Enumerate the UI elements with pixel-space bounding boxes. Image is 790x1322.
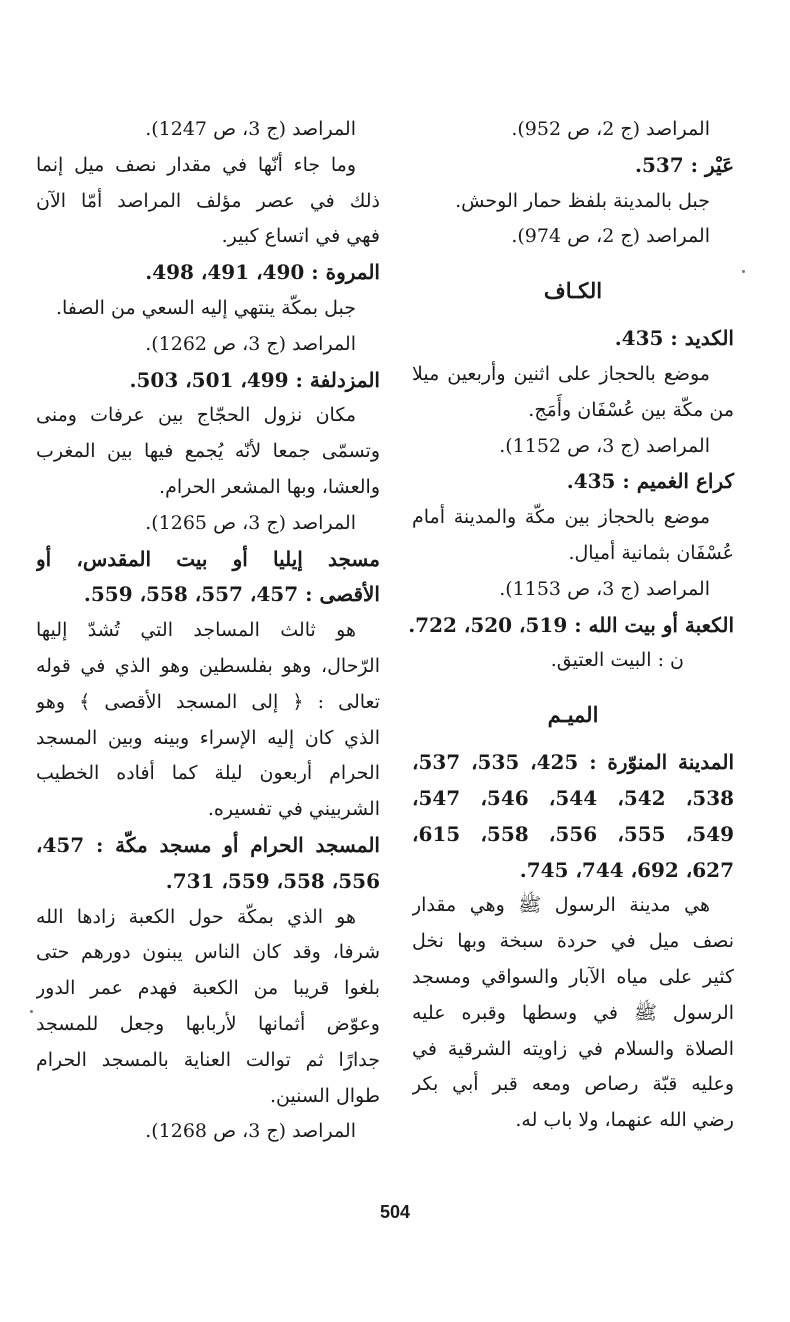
page-number: 504 xyxy=(379,1202,411,1222)
right-column xyxy=(408,112,734,1139)
left-column xyxy=(36,112,380,1150)
entry-note: وما جاء أنّها في مقدار نصف ميل إنما xyxy=(36,153,356,176)
section-title-mim: الميـم xyxy=(547,702,599,728)
entry-description: تعالى : ﴿ إلى المسجد الأقصى ﴾ وهو xyxy=(36,690,380,713)
entry-description: كثير على مياه الآبار والسواقي ومسجد xyxy=(412,965,734,988)
entry-description: مكان نزول الحجّاج بين عرفات ومنى xyxy=(36,404,356,427)
entry-heading: الكعبة أو بيت الله : 519، 520، 722. xyxy=(408,612,734,637)
entry-heading: المدينة المنوّرة : 425، 535، 537، xyxy=(412,750,734,775)
entry-description: والعشا، وبها المشعر الحرام. xyxy=(159,475,380,498)
section-title-kaf: الكـاف xyxy=(543,278,603,304)
entry-heading: الكديد : 435. xyxy=(614,326,734,351)
entry-description: شرفا، وقد كان الناس يبنون دورهم حتى xyxy=(36,941,380,964)
entry-reference: المراصد (ج 3، ص 1152). xyxy=(499,434,710,457)
entry-reference: المراصد (ج 2، ص 952). xyxy=(511,118,710,140)
entry-description: موضع بالحجاز بين مكّة والمدينة أمام xyxy=(412,506,710,529)
entry-heading: المروة : 490، 491، 498. xyxy=(145,260,380,285)
entry-description: رضي الله عنهما، ولا باب له. xyxy=(515,1109,734,1132)
entry-description: من مكّة بين عُسْفَان وأَمَج. xyxy=(528,398,734,421)
entry-description: هي مدينة الرسول ﷺ وهي مقدار xyxy=(412,894,710,917)
entry-reference: المراصد (ج 2، ص 974). xyxy=(511,225,710,248)
entry-reference: المراصد (ج 3، ص 1268). xyxy=(145,1120,356,1143)
entry-note: ذلك في عصر مؤلف المراصد أمّا الآن xyxy=(36,189,380,212)
entry-description: الرسول ﷺ في وسطها وقبره عليه xyxy=(412,1001,734,1024)
entry-description: وتسمّى جمعا لأنّه يُجمع فيها بين المغرب xyxy=(36,440,380,463)
entry-description: وعليه قبّة رصاص ومعه قبر أبي بكر xyxy=(412,1073,734,1096)
entry-description: الذي كان إليه الإسراء وبينه وبين المسجد xyxy=(36,726,380,749)
entry-description: الشربيني في تفسيره. xyxy=(207,798,380,821)
entry-description: عُسْفَان بثمانية أميال. xyxy=(568,541,734,564)
entry-heading-continued: 549، 555، 556، 558، 615، xyxy=(412,821,734,846)
entry-description: بلغوا قريبا من الكعبة فهدم عمر الدور xyxy=(36,977,380,1000)
entry-heading: كراع الغميم : 435. xyxy=(566,469,734,494)
entry-heading-continued: 538، 542، 544، 546، 547، xyxy=(412,785,734,810)
entry-description: الرّحال، وهو بفلسطين وهو الذي في قوله xyxy=(36,654,380,677)
entry-description: هو الذي بمكّة حول الكعبة زادها الله xyxy=(36,905,356,928)
scan-speck xyxy=(742,270,745,273)
entry-heading-continued: الأقصى : 457، 557، 558، 559. xyxy=(83,582,380,607)
entry-description: جدارًا ثم توالت العناية بالمسجد الحرام xyxy=(36,1048,380,1071)
entry-heading: المسجد الحرام أو مسجد مكّة : 457، xyxy=(36,832,380,857)
entry-description: نصف ميل في حردة سبخة وبها نخل xyxy=(412,930,734,953)
entry-note: فهي في اتساع كبير. xyxy=(221,225,380,248)
entry-heading-continued: 627، 692، 744، 745. xyxy=(519,857,734,882)
entry-heading: مسجد إيليا أو بيت المقدس، أو xyxy=(36,546,380,571)
entry-description: موضع بالحجاز على اثنين وأربعين ميلا xyxy=(412,362,710,385)
entry-reference: المراصد (ج 3، ص 1247). xyxy=(145,118,356,140)
entry-reference: المراصد (ج 3، ص 1153). xyxy=(499,577,710,600)
scan-speck xyxy=(30,1010,33,1013)
entry-description: جبل بالمدينة بلفظ حمار الوحش. xyxy=(455,189,710,212)
entry-reference: المراصد (ج 3، ص 1265). xyxy=(145,511,356,534)
entry-description: وعوّض أثمانها لأربابها وجعل للمسجد xyxy=(36,1012,380,1035)
entry-description: الحرام أربعون ليلة كما أفاده الخطيب xyxy=(36,762,380,785)
entry-description: ن : البيت العتيق. xyxy=(550,649,684,672)
entry-heading-continued: 556، 558، 559، 731. xyxy=(165,868,380,893)
entry-description: الصلاة والسلام في زاويته الشرقية في xyxy=(412,1037,734,1060)
entry-description: هو ثالث المساجد التي تُشدّ إليها xyxy=(36,619,356,642)
entry-description: طوال السنين. xyxy=(269,1084,380,1107)
entry-heading: المزدلفة : 499، 501، 503. xyxy=(129,367,380,392)
entry-heading: عَيْر : 537. xyxy=(634,152,734,177)
entry-description: جبل بمكّة ينتهي إليه السعي من الصفا. xyxy=(55,296,356,319)
entry-reference: المراصد (ج 3، ص 1262). xyxy=(145,332,356,355)
